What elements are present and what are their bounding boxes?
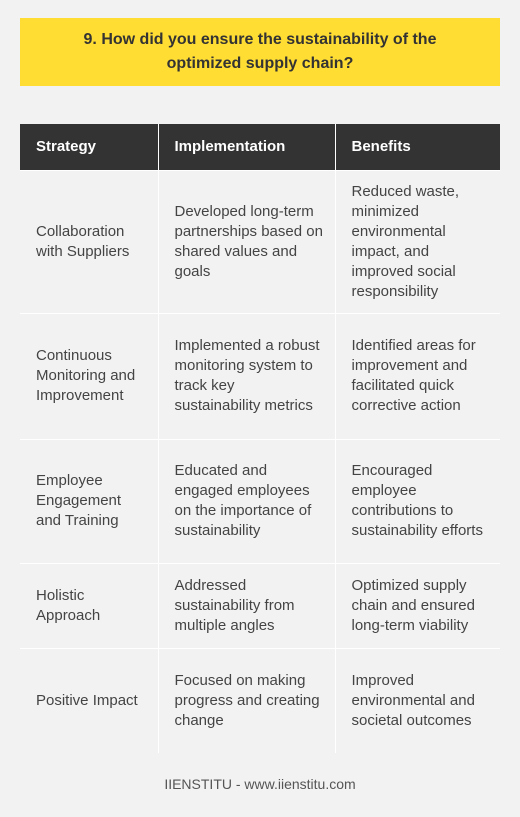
cell-implementation: Implemented a robust monitoring system to track key sustainability metrics	[158, 313, 335, 439]
title-banner	[20, 18, 500, 86]
cell-strategy: Positive Impact	[20, 648, 158, 753]
footer-credit: IIENSTITU - www.iienstitu.com	[164, 776, 356, 792]
cell-strategy: Holistic Approach	[20, 563, 158, 648]
cell-benefits: Optimized supply chain and ensured long-term viability	[335, 563, 500, 648]
page-title: 9. How did you ensure the sustainability of the optimized supply chain?	[83, 31, 437, 72]
cell-implementation: Focused on making progress and creating change	[158, 648, 335, 753]
cell-implementation: Addressed sustainability from multiple angles	[158, 563, 335, 648]
table-row	[20, 648, 500, 753]
strategy-table	[20, 124, 500, 753]
table-row	[20, 439, 500, 563]
cell-benefits: Reduced waste, minimized environmental impact, and improved social responsibility	[335, 170, 500, 313]
cell-benefits: Encouraged employee contributions to sustainability efforts	[335, 439, 500, 563]
table-row	[20, 563, 500, 648]
cell-strategy: Continuous Monitoring and Improvement	[20, 313, 158, 439]
cell-implementation: Educated and engaged employees on the importance of sustainability	[158, 439, 335, 563]
table-row	[20, 313, 500, 439]
table-row	[20, 170, 500, 313]
cell-benefits: Identified areas for improvement and facilitated quick corrective action	[335, 313, 500, 439]
header-benefits: Benefits	[335, 124, 500, 170]
cell-strategy: Collaboration with Suppliers	[20, 170, 158, 313]
cell-benefits: Improved environmental and societal outcomes	[335, 648, 500, 753]
cell-strategy: Employee Engagement and Training	[20, 439, 158, 563]
header-strategy: Strategy	[20, 124, 158, 170]
cell-implementation: Developed long-term partnerships based on shared values and goals	[158, 170, 335, 313]
table-header-row	[20, 124, 500, 170]
header-implementation: Implementation	[158, 124, 335, 170]
